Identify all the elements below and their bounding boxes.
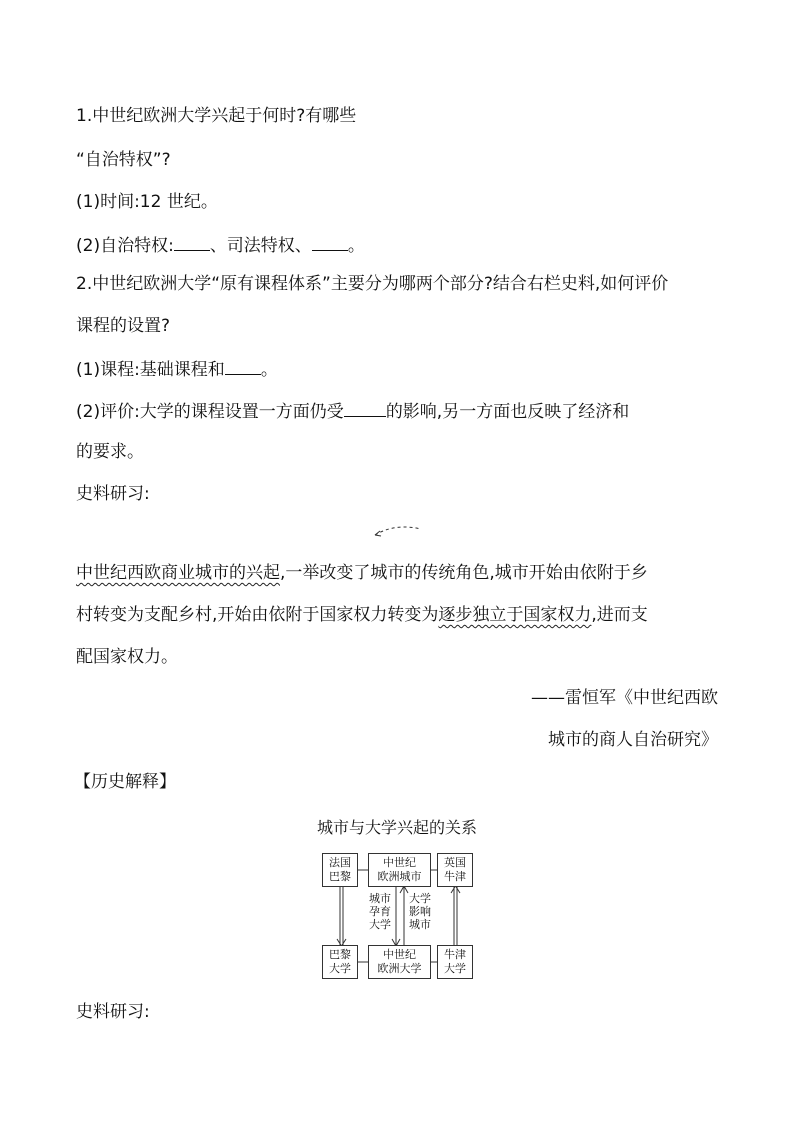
node-label: 中世纪 [383, 856, 416, 869]
study-label-2: 史料研习: [76, 1002, 150, 1022]
node-label: 大学 [444, 962, 466, 975]
study-label: 史料研习: [76, 484, 150, 504]
node-label: 英国 [444, 856, 466, 869]
node-oxford-university [437, 945, 473, 979]
answer-2-suffix: 的影响,另一方面也反映了经济和 [385, 402, 630, 422]
label-city-nurtures-university: 城市孕育大学 [369, 892, 391, 931]
section-title: 【历史解释】 [74, 772, 176, 792]
node-label: 巴黎 [329, 870, 351, 883]
quote-line-3: 配国家权力。 [76, 647, 178, 667]
answer-2-prefix: (2)评价:大学的课程设置一方面仍受 [76, 402, 344, 422]
question-2-answer-2-cont: 的要求。 [76, 442, 144, 462]
quote-text: 村转变为支配乡村,开始由依附于国家权力转变为 [76, 605, 439, 625]
quote-text: ,进而支 [591, 605, 648, 625]
question-1-answer-1: (1)时间:12 世纪。 [76, 192, 218, 212]
quote-source-1: ——雷恒军《中世纪西欧 [531, 688, 718, 708]
node-label: 法国 [329, 856, 351, 869]
answer-2-prefix: (2)自治特权: [76, 236, 174, 256]
answer-2-mid: 、司法特权、 [209, 236, 312, 256]
question-2-line-1: 2.中世纪欧洲大学“原有课程体系”主要分为哪两个部分?结合右栏史料,如何评价 [76, 274, 669, 294]
quote-highlight-2: 逐步独立于国家权力 [438, 605, 592, 625]
question-2-line-2: 课程的设置? [76, 316, 171, 336]
node-medieval-university [368, 945, 431, 979]
diagram-title: 城市与大学兴起的关系 [316, 818, 477, 837]
answer-1-end: 。 [260, 360, 278, 380]
node-label: 欧洲城市 [377, 870, 422, 883]
node-oxford-england [437, 853, 473, 887]
node-paris-france [322, 853, 358, 887]
answer-2-end: 。 [347, 236, 365, 256]
quote-text: ,一举改变了城市的传统角色,城市开始由依附于乡 [280, 563, 648, 583]
node-medieval-city [368, 853, 431, 887]
question-1-line-2: “自治特权”? [76, 150, 171, 170]
node-label: 牛津 [444, 948, 466, 961]
label-university-influences-city: 大学影响城市 [409, 892, 431, 931]
answer-1-prefix: (1)课程:基础课程和 [76, 360, 225, 380]
node-label: 大学 [329, 962, 351, 975]
question-1-line-1: 1.中世纪欧洲大学兴起于何时?有哪些 [76, 106, 357, 126]
node-label: 巴黎 [329, 948, 351, 961]
quote-highlight-1: 中世纪西欧商业城市的兴起 [76, 563, 280, 583]
node-label: 中世纪 [383, 948, 416, 961]
quote-source-2: 城市的商人自治研究》 [548, 730, 718, 750]
node-label: 欧洲大学 [377, 962, 422, 975]
node-paris-university [322, 945, 358, 979]
node-label: 牛津 [444, 870, 466, 883]
